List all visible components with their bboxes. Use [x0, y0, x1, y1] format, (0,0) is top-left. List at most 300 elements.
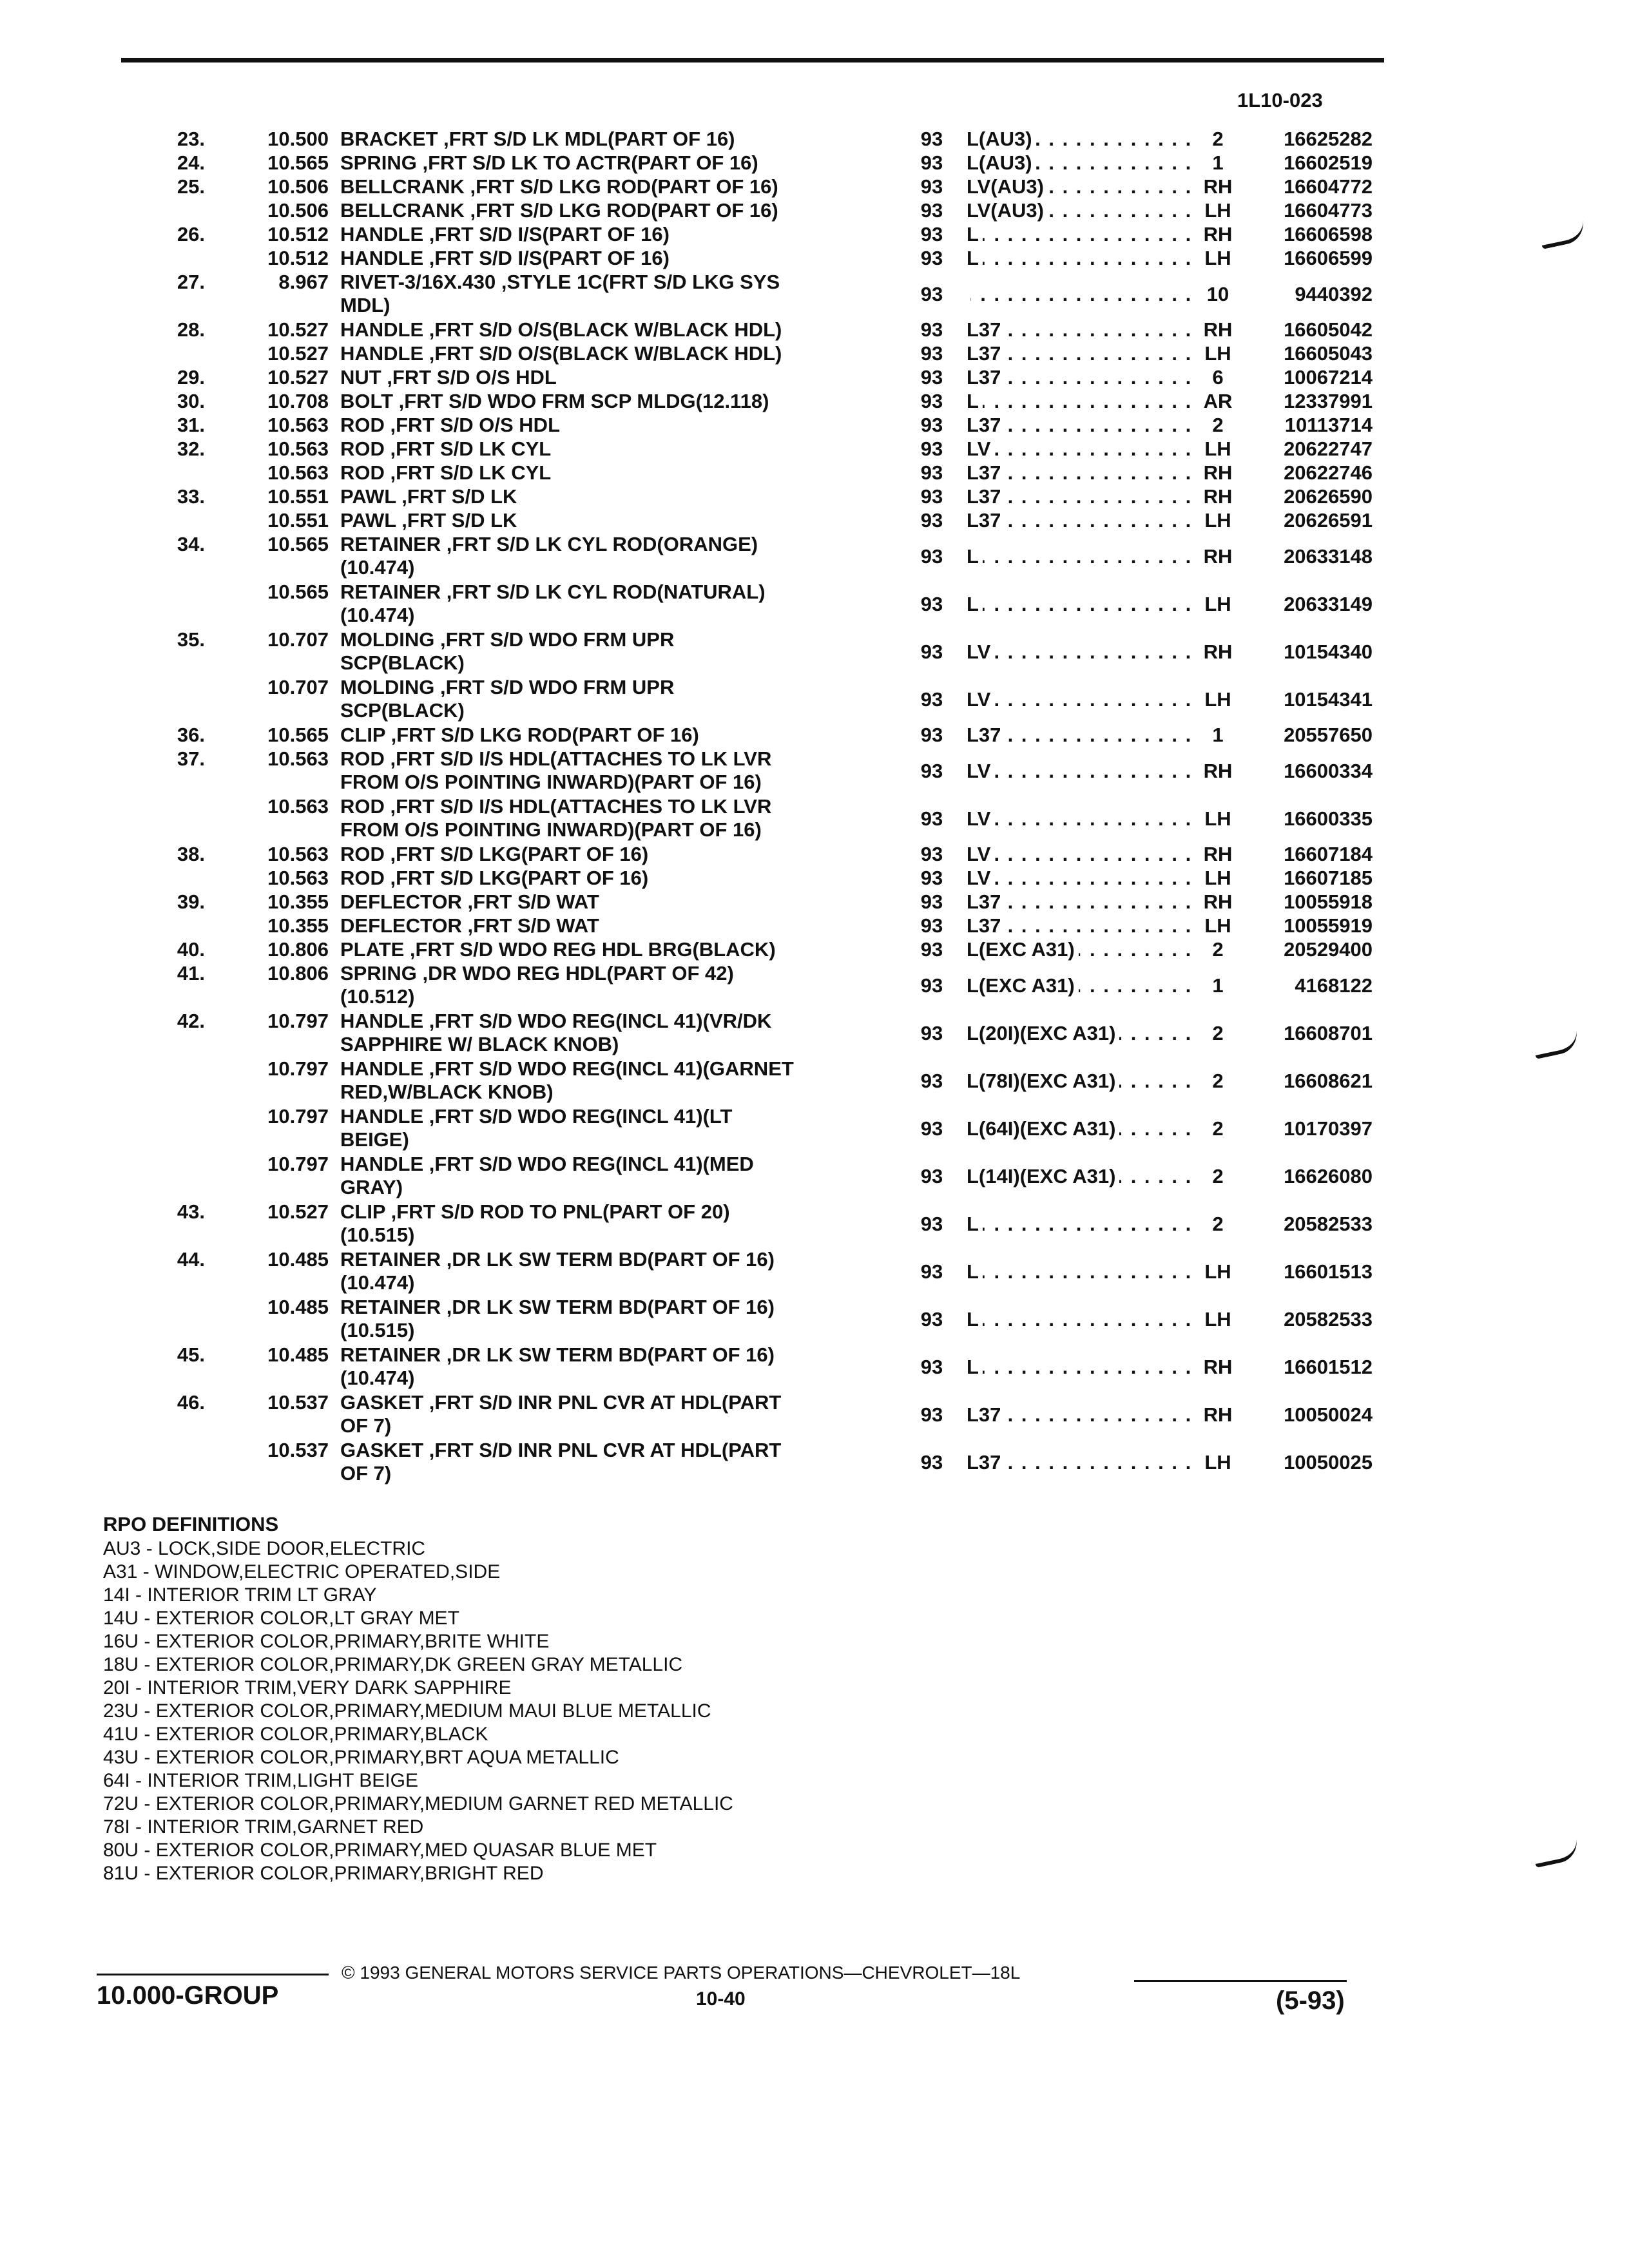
part-usage-text: L37 [967, 509, 1005, 532]
footer-edition: (5-93) [1276, 1986, 1345, 2015]
part-model-year: 93 [920, 1260, 943, 1283]
part-side-or-qty: 6 [1212, 366, 1224, 389]
part-model-year: 93 [920, 592, 943, 615]
part-model-year: 93 [920, 1164, 943, 1187]
rpo-definition-item: 16U - EXTERIOR COLOR,PRIMARY,BRITE WHITE [103, 1631, 550, 1652]
part-usage-text: L [967, 1356, 983, 1378]
part-usage [967, 938, 1199, 961]
part-group-number: 10.355 [267, 914, 329, 937]
part-model-year: 93 [920, 914, 943, 937]
part-description: HANDLE ,FRT S/D I/S(PART OF 16) [340, 247, 670, 269]
part-description: PAWL ,FRT S/D LK [340, 509, 517, 532]
part-group-number: 10.527 [267, 342, 329, 365]
part-description: RETAINER ,DR LK SW TERM BD(PART OF 16) (10.515) [340, 1296, 775, 1341]
part-usage-text: L37 [967, 914, 1005, 937]
part-group-number: 10.565 [267, 724, 329, 746]
part-ref-number: 27. [177, 271, 205, 293]
part-usage-text: L37 [967, 890, 1005, 913]
part-ref-number: 24. [177, 151, 205, 174]
part-description: HANDLE ,FRT S/D O/S(BLACK W/BLACK HDL) [340, 342, 782, 365]
part-usage [967, 724, 1199, 747]
part-group-number: 10.563 [267, 437, 329, 460]
part-group-number: 10.355 [267, 890, 329, 913]
part-group-number: 10.551 [267, 485, 329, 508]
part-usage [967, 366, 1199, 389]
part-model-year: 93 [920, 867, 943, 889]
part-model-year: 93 [920, 461, 943, 484]
footer-page-number: 10-40 [696, 1988, 746, 2010]
part-group-number: 10.537 [267, 1439, 329, 1461]
part-ref-number: 30. [177, 390, 205, 412]
part-group-number: 10.500 [267, 128, 329, 150]
part-model-year: 93 [920, 1021, 943, 1044]
part-number: 16608621 [1284, 1069, 1373, 1092]
part-group-number: 10.527 [267, 1200, 329, 1223]
part-number: 16625282 [1284, 128, 1373, 150]
part-model-year: 93 [920, 390, 943, 412]
part-group-number: 10.485 [267, 1343, 329, 1366]
part-number: 10154340 [1284, 640, 1373, 663]
part-usage [967, 1356, 1199, 1379]
rpo-definition-item: 43U - EXTERIOR COLOR,PRIMARY,BRT AQUA METALLIC [103, 1747, 619, 1768]
part-usage-text: L(AU3) [967, 151, 1036, 174]
part-number: 16605042 [1284, 318, 1373, 341]
part-side-or-qty: 10 [1206, 282, 1229, 305]
part-group-number: 10.506 [267, 175, 329, 198]
part-description: HANDLE ,FRT S/D I/S(PART OF 16) [340, 223, 670, 245]
part-side-or-qty: RH [1203, 843, 1233, 865]
margin-punch-mark [1538, 220, 1586, 249]
part-ref-number: 31. [177, 414, 205, 436]
rpo-definition-item: 14U - EXTERIOR COLOR,LT GRAY MET [103, 1608, 459, 1629]
part-model-year: 93 [920, 437, 943, 460]
part-description: CLIP ,FRT S/D LKG ROD(PART OF 16) [340, 724, 699, 746]
part-side-or-qty: 2 [1212, 1117, 1224, 1140]
part-model-year: 93 [920, 687, 943, 711]
part-side-or-qty: RH [1203, 461, 1233, 484]
part-group-number: 10.563 [267, 414, 329, 436]
part-ref-number: 34. [177, 533, 205, 555]
part-usage-text: LV [967, 688, 994, 711]
part-model-year: 93 [920, 318, 943, 341]
part-ref-number: 42. [177, 1010, 205, 1032]
part-usage [967, 890, 1199, 914]
part-side-or-qty: 2 [1212, 1021, 1224, 1044]
part-number: 10050024 [1284, 1403, 1373, 1426]
part-side-or-qty: LH [1204, 1260, 1231, 1283]
part-number: 16626080 [1284, 1164, 1373, 1187]
part-ref-number: 23. [177, 128, 205, 150]
part-side-or-qty: LH [1204, 867, 1231, 889]
part-description: MOLDING ,FRT S/D WDO FRM UPR SCP(BLACK) [340, 628, 675, 674]
part-description: RETAINER ,FRT S/D LK CYL ROD(NATURAL) (10.474) [340, 581, 766, 626]
footer-rule-left [97, 1974, 329, 1975]
part-number: 20622746 [1284, 461, 1373, 484]
part-side-or-qty: LH [1204, 914, 1231, 937]
part-side-or-qty: 2 [1212, 938, 1224, 961]
part-model-year: 93 [920, 759, 943, 782]
part-number: 16601513 [1284, 1260, 1373, 1283]
part-group-number: 10.537 [267, 1391, 329, 1414]
part-number: 10113714 [1284, 414, 1373, 436]
part-usage-text: L [967, 1308, 983, 1331]
part-number: 10055919 [1284, 914, 1373, 937]
part-usage-text: L37 [967, 342, 1005, 365]
rpo-definition-item: 78I - INTERIOR TRIM,GARNET RED [103, 1816, 424, 1838]
part-side-or-qty: 2 [1212, 414, 1224, 436]
rpo-definition-item: AU3 - LOCK,SIDE DOOR,ELECTRIC [103, 1538, 426, 1559]
part-number: 16600335 [1284, 807, 1373, 830]
part-model-year: 93 [920, 1355, 943, 1378]
rpo-definitions-title: RPO DEFINITIONS [103, 1513, 279, 1535]
part-group-number: 8.967 [278, 271, 329, 293]
part-side-or-qty: LH [1204, 592, 1231, 615]
part-group-number: 10.563 [267, 461, 329, 484]
part-group-number: 10.708 [267, 390, 329, 412]
part-group-number: 10.527 [267, 366, 329, 389]
part-number: 10050025 [1284, 1450, 1373, 1474]
part-usage [967, 342, 1199, 365]
part-description: DEFLECTOR ,FRT S/D WAT [340, 890, 599, 913]
part-side-or-qty: LH [1204, 1307, 1231, 1331]
part-number: 20626590 [1284, 485, 1373, 508]
part-ref-number: 29. [177, 366, 205, 389]
part-usage-text [967, 283, 970, 305]
part-ref-number: 39. [177, 890, 205, 913]
part-group-number: 10.527 [267, 318, 329, 341]
part-usage [967, 509, 1199, 532]
part-number: 16601512 [1284, 1355, 1373, 1378]
part-usage-text: LV [967, 807, 994, 830]
part-usage [967, 128, 1199, 151]
part-usage [967, 640, 1199, 664]
part-number: 20529400 [1284, 938, 1373, 961]
part-model-year: 93 [920, 974, 943, 997]
part-model-year: 93 [920, 128, 943, 150]
part-group-number: 10.512 [267, 223, 329, 245]
part-description: BRACKET ,FRT S/D LK MDL(PART OF 16) [340, 128, 735, 150]
part-ref-number: 36. [177, 724, 205, 746]
part-model-year: 93 [920, 247, 943, 269]
part-description: ROD ,FRT S/D LKG(PART OF 16) [340, 843, 649, 865]
part-usage [967, 485, 1199, 508]
part-side-or-qty: 1 [1212, 724, 1224, 746]
part-group-number: 10.565 [267, 581, 329, 603]
part-description: BOLT ,FRT S/D WDO FRM SCP MLDG(12.118) [340, 390, 769, 412]
part-description: ROD ,FRT S/D I/S HDL(ATTACHES TO LK LVR FROM O/S POINTING INWARD)(PART OF 16) [340, 795, 772, 841]
part-side-or-qty: LH [1204, 1450, 1231, 1474]
part-group-number: 10.485 [267, 1248, 329, 1271]
part-ref-number: 38. [177, 843, 205, 865]
part-side-or-qty: LH [1204, 807, 1231, 830]
rpo-definition-item: 72U - EXTERIOR COLOR,PRIMARY,MEDIUM GARNET RED METALLIC [103, 1793, 733, 1814]
part-description: SPRING ,DR WDO REG HDL(PART OF 42) (10.512) [340, 962, 734, 1008]
part-usage-text: L37 [967, 366, 1005, 389]
part-number: 16606598 [1284, 223, 1373, 245]
part-usage-text: L [967, 247, 983, 269]
part-description: CLIP ,FRT S/D ROD TO PNL(PART OF 20) (10.515) [340, 1200, 730, 1246]
part-side-or-qty: LH [1204, 509, 1231, 532]
part-usage [967, 461, 1199, 485]
part-number: 20557650 [1284, 724, 1373, 746]
part-usage [967, 1260, 1199, 1283]
rpo-definition-item: 20I - INTERIOR TRIM,VERY DARK SAPPHIRE [103, 1677, 512, 1698]
part-model-year: 93 [920, 282, 943, 305]
part-description: RETAINER ,FRT S/D LK CYL ROD(ORANGE) (10.474) [340, 533, 758, 579]
part-ref-number: 44. [177, 1248, 205, 1271]
part-description: MOLDING ,FRT S/D WDO FRM UPR SCP(BLACK) [340, 676, 675, 722]
part-model-year: 93 [920, 1212, 943, 1235]
part-ref-number: 37. [177, 747, 205, 770]
part-ref-number: 46. [177, 1391, 205, 1414]
part-description: ROD ,FRT S/D LK CYL [340, 461, 552, 484]
part-number: 20582533 [1284, 1212, 1373, 1235]
part-usage [967, 223, 1199, 246]
part-ref-number: 25. [177, 175, 205, 198]
part-group-number: 10.797 [267, 1010, 329, 1032]
part-group-number: 10.563 [267, 747, 329, 770]
part-group-number: 10.806 [267, 938, 329, 961]
part-description: ROD ,FRT S/D LKG(PART OF 16) [340, 867, 649, 889]
part-usage [967, 593, 1199, 616]
part-usage [967, 437, 1199, 461]
part-usage-text: L [967, 593, 983, 615]
part-usage-text: L [967, 223, 983, 245]
part-usage-text: L [967, 545, 983, 568]
part-side-or-qty: AR [1203, 390, 1233, 412]
part-usage-text: LV [967, 437, 994, 460]
part-usage [967, 1117, 1199, 1140]
part-usage [967, 843, 1199, 866]
part-usage [967, 1165, 1199, 1188]
part-model-year: 93 [920, 1450, 943, 1474]
part-number: 10170397 [1284, 1117, 1373, 1140]
part-description: RIVET-3/16X.430 ,STYLE 1C(FRT S/D LKG SYS MDL) [340, 271, 780, 316]
part-description: HANDLE ,FRT S/D O/S(BLACK W/BLACK HDL) [340, 318, 782, 341]
margin-punch-mark [1532, 1838, 1580, 1868]
part-side-or-qty: LH [1204, 247, 1231, 269]
part-number: 12337991 [1284, 390, 1373, 412]
rpo-definition-item: 23U - EXTERIOR COLOR,PRIMARY,MEDIUM MAUI BLUE METALLIC [103, 1700, 711, 1722]
part-description: RETAINER ,DR LK SW TERM BD(PART OF 16) (10.474) [340, 1248, 775, 1294]
part-number: 20622747 [1284, 437, 1373, 460]
part-ref-number: 43. [177, 1200, 205, 1223]
part-ref-number: 45. [177, 1343, 205, 1366]
part-usage [967, 974, 1199, 997]
part-model-year: 93 [920, 640, 943, 663]
part-side-or-qty: RH [1203, 544, 1233, 568]
part-description: NUT ,FRT S/D O/S HDL [340, 366, 557, 389]
part-side-or-qty: 2 [1212, 1069, 1224, 1092]
part-side-or-qty: RH [1203, 759, 1233, 782]
part-group-number: 10.485 [267, 1296, 329, 1318]
part-usage [967, 390, 1199, 413]
part-description: SPRING ,FRT S/D LK TO ACTR(PART OF 16) [340, 151, 758, 174]
part-description: GASKET ,FRT S/D INR PNL CVR AT HDL(PART OF 7) [340, 1439, 782, 1485]
part-number: 16608701 [1284, 1021, 1373, 1044]
footer-rule-right [1134, 1980, 1347, 1982]
part-number: 16604773 [1284, 199, 1373, 222]
rpo-definition-item: 81U - EXTERIOR COLOR,PRIMARY,BRIGHT RED [103, 1863, 544, 1884]
rpo-definitions-list [103, 1537, 733, 1885]
part-usage-text: LV(AU3) [967, 199, 1048, 222]
part-usage-text: LV [967, 640, 994, 663]
rpo-definition-item: 64I - INTERIOR TRIM,LIGHT BEIGE [103, 1770, 418, 1791]
part-model-year: 93 [920, 1069, 943, 1092]
part-usage [967, 760, 1199, 783]
part-description: BELLCRANK ,FRT S/D LKG ROD(PART OF 16) [340, 175, 778, 198]
part-usage-text: L [967, 1213, 983, 1235]
part-group-number: 10.512 [267, 247, 329, 269]
part-model-year: 93 [920, 1117, 943, 1140]
part-group-number: 10.707 [267, 676, 329, 698]
part-side-or-qty: RH [1203, 640, 1233, 663]
part-ref-number: 35. [177, 628, 205, 651]
part-model-year: 93 [920, 724, 943, 746]
part-model-year: 93 [920, 414, 943, 436]
part-usage-text: LV [967, 843, 994, 865]
part-usage-text: L(AU3) [967, 128, 1036, 150]
top-rule [121, 58, 1384, 62]
part-usage-text: L(64I)(EXC A31) [967, 1117, 1119, 1140]
part-number: 10055918 [1284, 890, 1373, 913]
part-ref-number: 26. [177, 223, 205, 245]
part-usage-text: LV [967, 867, 994, 889]
part-usage-text: L37 [967, 461, 1005, 484]
part-model-year: 93 [920, 199, 943, 222]
part-side-or-qty: RH [1203, 1403, 1233, 1426]
part-usage-text: L37 [967, 414, 1005, 436]
rpo-definition-item: 41U - EXTERIOR COLOR,PRIMARY,BLACK [103, 1724, 488, 1745]
part-model-year: 93 [920, 151, 943, 174]
part-group-number: 10.806 [267, 962, 329, 985]
part-description: HANDLE ,FRT S/D WDO REG(INCL 41)(VR/DK SAPPHIRE W/ BLACK KNOB) [340, 1010, 772, 1055]
footer-copyright: © 1993 GENERAL MOTORS SERVICE PARTS OPERATIONS—CHEVROLET—18L [342, 1963, 1021, 1983]
part-side-or-qty: RH [1203, 175, 1233, 198]
part-usage [967, 175, 1199, 198]
part-side-or-qty: 1 [1212, 974, 1224, 997]
part-description: GASKET ,FRT S/D INR PNL CVR AT HDL(PART OF 7) [340, 1391, 782, 1437]
part-usage-text: L(20I)(EXC A31) [967, 1022, 1119, 1044]
part-usage [967, 318, 1199, 341]
part-model-year: 93 [920, 223, 943, 245]
part-description: HANDLE ,FRT S/D WDO REG(INCL 41)(GARNET RED,W/BLACK KNOB) [340, 1057, 794, 1103]
part-side-or-qty: RH [1203, 318, 1233, 341]
part-side-or-qty: 2 [1212, 128, 1224, 150]
part-usage-text: L37 [967, 318, 1005, 341]
part-usage [967, 1070, 1199, 1093]
part-model-year: 93 [920, 175, 943, 198]
part-usage [967, 247, 1199, 270]
part-ref-number: 41. [177, 962, 205, 985]
part-model-year: 93 [920, 509, 943, 532]
part-usage [967, 914, 1199, 937]
rpo-definition-item: 18U - EXTERIOR COLOR,PRIMARY,DK GREEN GRAY METALLIC [103, 1654, 683, 1675]
part-usage-text: L(78I)(EXC A31) [967, 1070, 1119, 1092]
part-side-or-qty: LH [1204, 437, 1231, 460]
part-side-or-qty: LH [1204, 342, 1231, 365]
part-group-number: 10.563 [267, 843, 329, 865]
part-group-number: 10.565 [267, 533, 329, 555]
part-description: HANDLE ,FRT S/D WDO REG(INCL 41)(MED GRAY) [340, 1153, 754, 1198]
part-side-or-qty: 2 [1212, 1212, 1224, 1235]
part-number: 16606599 [1284, 247, 1373, 269]
part-usage-text: L [967, 390, 983, 412]
part-number: 16602519 [1284, 151, 1373, 174]
part-number: 20582533 [1284, 1307, 1373, 1331]
part-number: 16605043 [1284, 342, 1373, 365]
part-usage [967, 1308, 1199, 1331]
part-number: 4168122 [1295, 974, 1373, 997]
part-usage-text: L(EXC A31) [967, 938, 1079, 961]
part-side-or-qty: RH [1203, 223, 1233, 245]
part-model-year: 93 [920, 1307, 943, 1331]
part-description: BELLCRANK ,FRT S/D LKG ROD(PART OF 16) [340, 199, 778, 222]
part-side-or-qty: RH [1203, 890, 1233, 913]
rpo-definition-item: 80U - EXTERIOR COLOR,PRIMARY,MED QUASAR BLUE MET [103, 1840, 657, 1861]
part-side-or-qty: RH [1203, 485, 1233, 508]
part-usage [967, 545, 1199, 568]
part-number: 16607185 [1284, 867, 1373, 889]
footer-group-label: 10.000-GROUP [97, 1981, 279, 2010]
part-side-or-qty: 2 [1212, 1164, 1224, 1187]
part-description: DEFLECTOR ,FRT S/D WAT [340, 914, 599, 937]
part-number: 16604772 [1284, 175, 1373, 198]
part-group-number: 10.563 [267, 795, 329, 818]
part-description: ROD ,FRT S/D O/S HDL [340, 414, 560, 436]
part-usage-text: L [967, 1260, 983, 1283]
part-model-year: 93 [920, 807, 943, 830]
part-usage-text: L37 [967, 485, 1005, 508]
part-side-or-qty: LH [1204, 199, 1231, 222]
part-description: HANDLE ,FRT S/D WDO REG(INCL 41)(LT BEIGE) [340, 1105, 733, 1151]
part-number: 9440392 [1295, 282, 1373, 305]
part-side-or-qty: RH [1203, 1355, 1233, 1378]
part-group-number: 10.563 [267, 867, 329, 889]
part-ref-number: 40. [177, 938, 205, 961]
part-side-or-qty: LH [1204, 687, 1231, 711]
part-model-year: 93 [920, 890, 943, 913]
part-model-year: 93 [920, 544, 943, 568]
part-description: PLATE ,FRT S/D WDO REG HDL BRG(BLACK) [340, 938, 776, 961]
part-description: ROD ,FRT S/D I/S HDL(ATTACHES TO LK LVR FROM O/S POINTING INWARD)(PART OF 16) [340, 747, 772, 793]
part-ref-number: 28. [177, 318, 205, 341]
part-number: 20633149 [1284, 592, 1373, 615]
part-number: 16607184 [1284, 843, 1373, 865]
part-usage [967, 414, 1199, 437]
part-model-year: 93 [920, 843, 943, 865]
part-usage [967, 1403, 1199, 1427]
part-number: 10154341 [1284, 687, 1373, 711]
part-usage [967, 1213, 1199, 1236]
part-usage [967, 688, 1199, 711]
part-ref-number: 33. [177, 485, 205, 508]
part-number: 10067214 [1284, 366, 1373, 389]
part-usage [967, 1022, 1199, 1045]
part-description: RETAINER ,DR LK SW TERM BD(PART OF 16) (10.474) [340, 1343, 775, 1389]
part-model-year: 93 [920, 366, 943, 389]
part-model-year: 93 [920, 342, 943, 365]
part-usage-text: LV [967, 760, 994, 782]
part-group-number: 10.707 [267, 628, 329, 651]
part-usage-text: L37 [967, 724, 1005, 746]
rpo-definition-item: A31 - WINDOW,ELECTRIC OPERATED,SIDE [103, 1561, 501, 1582]
part-usage-text: L37 [967, 1451, 1005, 1474]
part-usage-text: L(EXC A31) [967, 974, 1079, 997]
part-ref-number: 32. [177, 437, 205, 460]
part-side-or-qty: 1 [1212, 151, 1224, 174]
part-model-year: 93 [920, 485, 943, 508]
